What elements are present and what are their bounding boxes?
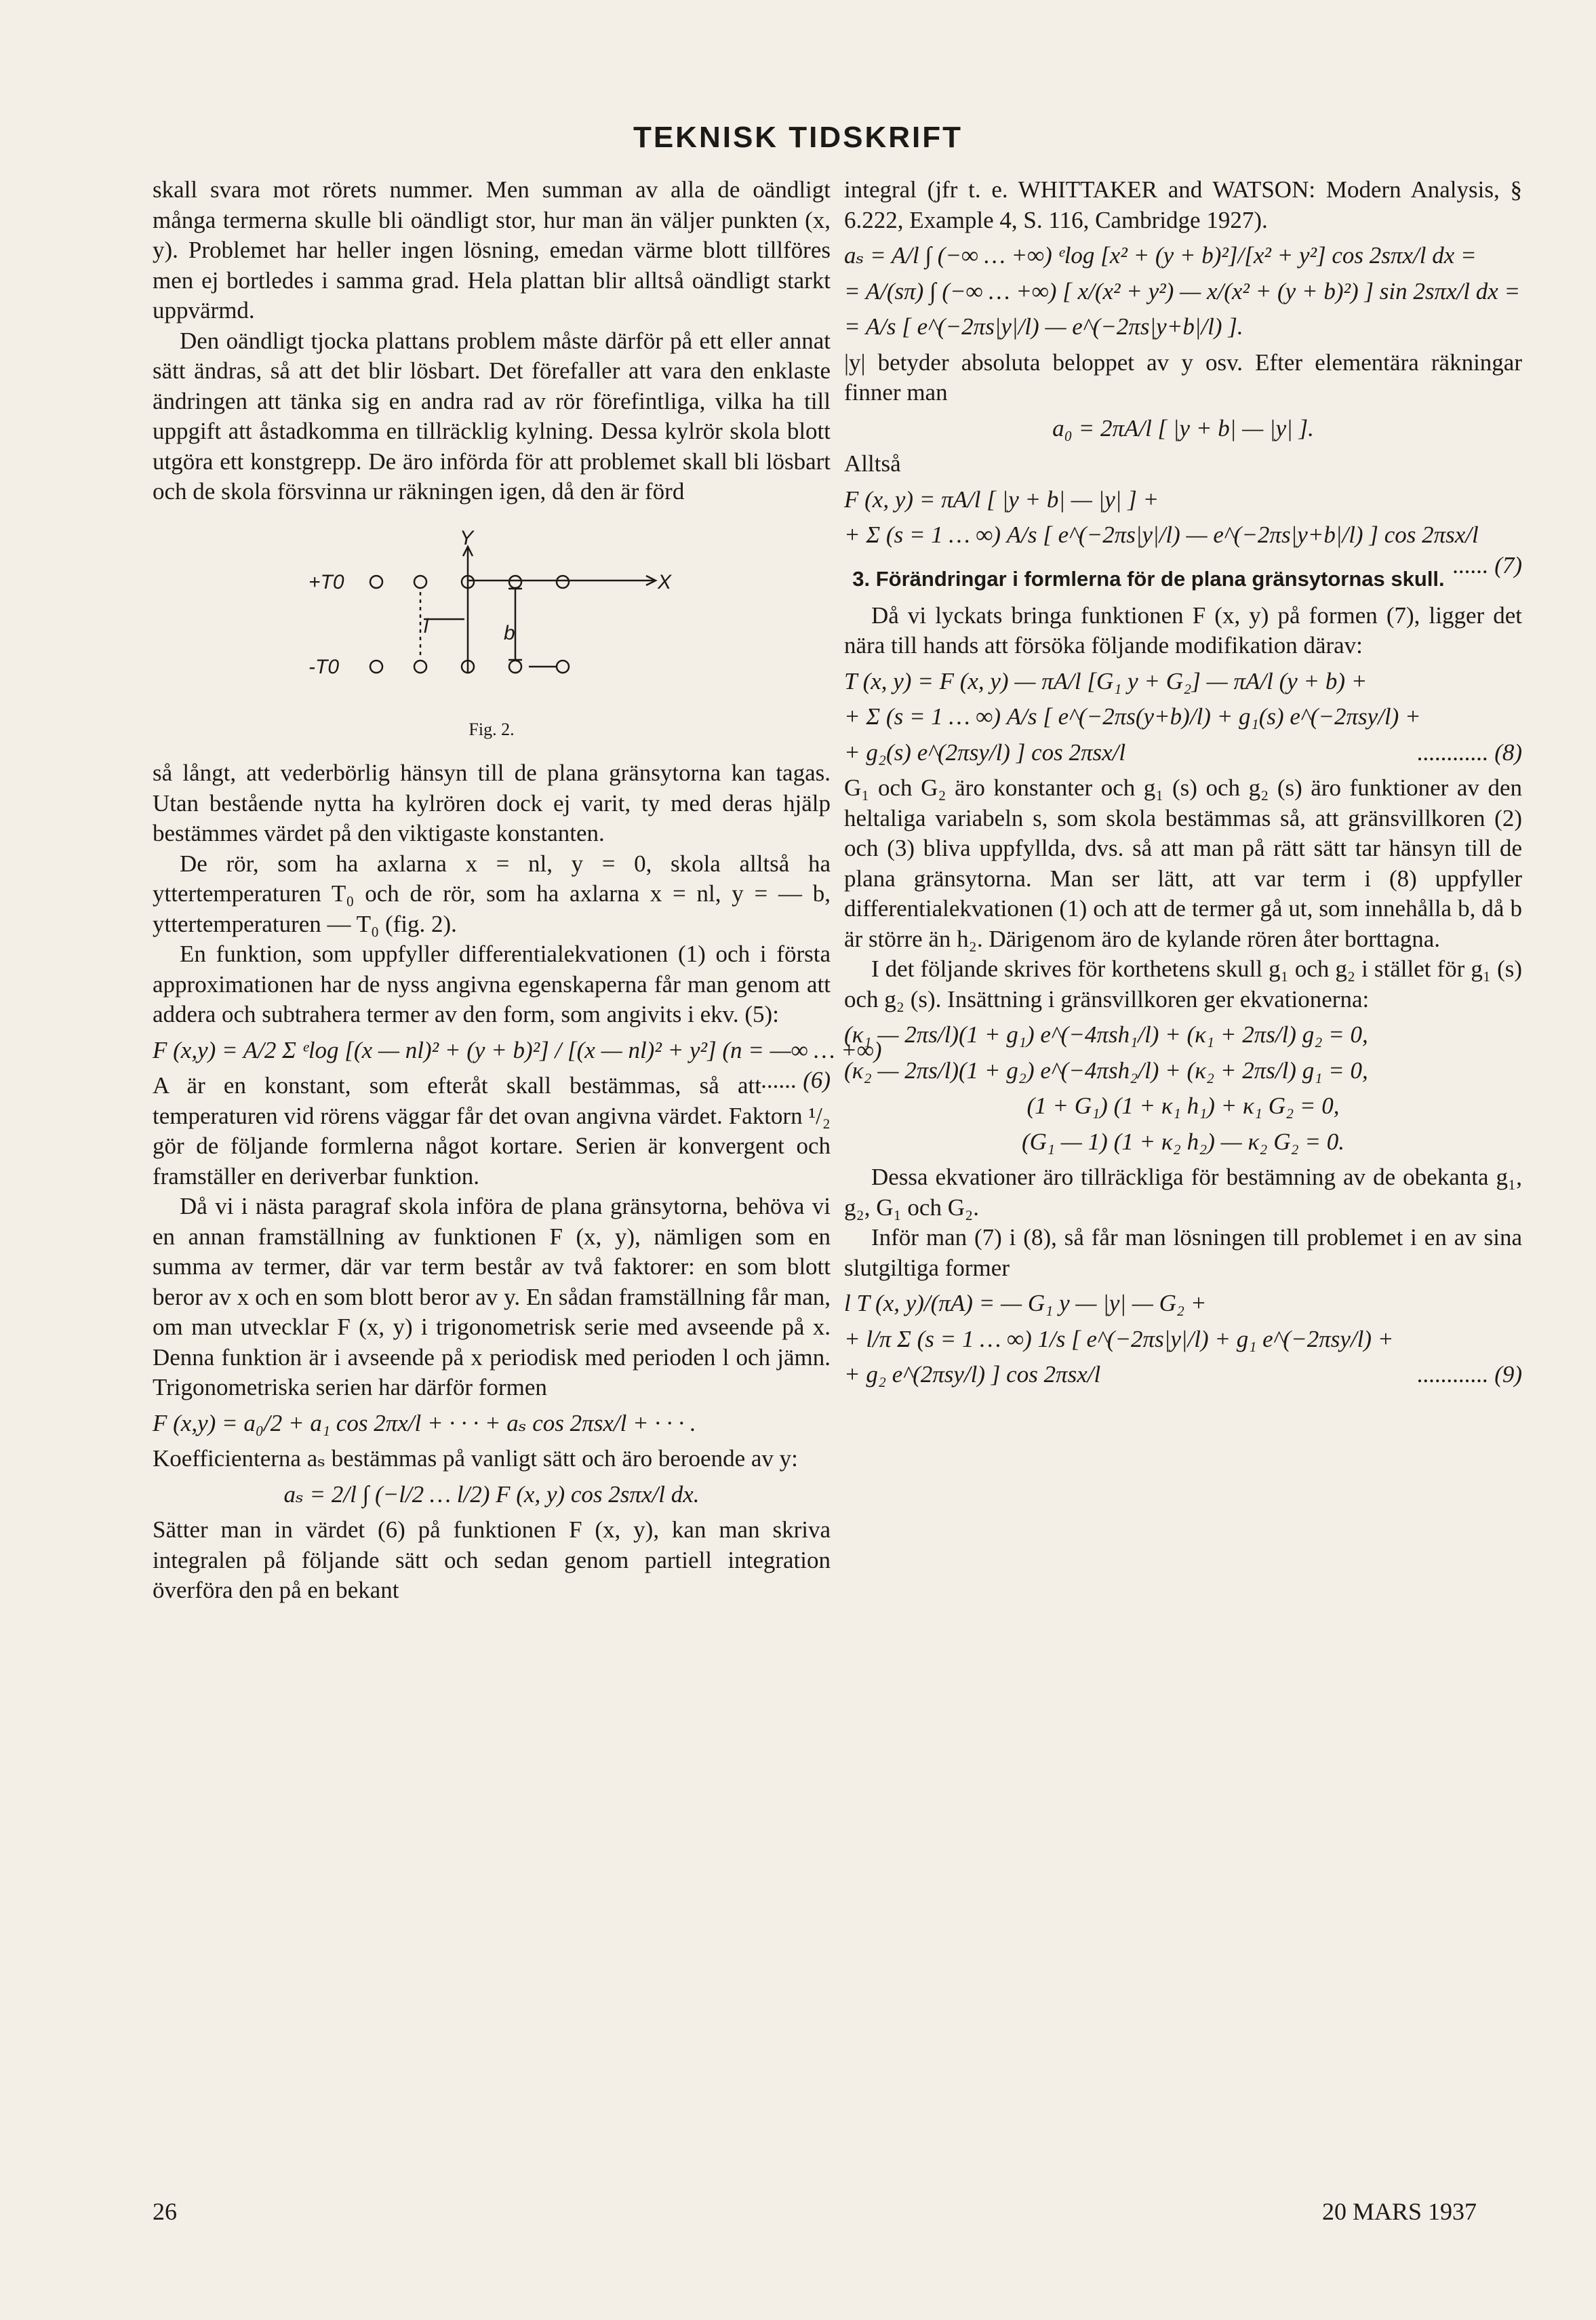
equation-number: ............ (9) [1417, 1361, 1522, 1388]
equation-text: + g₂(s) e^(2πsy/l) ] cos 2πsx/l [844, 739, 1126, 766]
equation-as-1: aₛ = A/l ∫ (−∞ … +∞) ᵉlog [x² + (y + b)²]/[x² + y²] cos 2sπx/l dx = [844, 242, 1477, 269]
equation-series: F (x,y) = a₀/2 + a₁ cos 2πx/l + · · · + aₛ cos 2πsx/l + · · · . [153, 1409, 696, 1436]
right-column [844, 175, 1522, 1396]
equation-text: + Σ (s = 1 … ∞) A/s [ e^(−2πs|y|/l) — e^(−2πs|y+b|/l) ] cos 2πsx/l [844, 522, 1479, 548]
equation-as-2: = A/(sπ) ∫ (−∞ … +∞) [ x/(x² + y²) — x/(x² + (y + b)²) ] sin 2sπx/l dx = [844, 277, 1521, 304]
equation-a0: a₀ = 2πA/l [ |y + b| — |y| ]. [1052, 414, 1314, 441]
equation-coefficients: aₛ = 2/l ∫ (−l/2 … l/2) F (x, y) cos 2sπx/l dx. [283, 1480, 700, 1508]
pipe-diagram [302, 528, 681, 711]
paragraph: Sätter man in värdet (6) på funktionen F (x, y), kan man skriva integralen på följande sätt och sedan genom partiell integration överföra den på en bekant [153, 1516, 831, 1603]
equation-number: ...... (7) [1452, 551, 1522, 578]
equation-7 [844, 520, 1522, 578]
equation-as-3: = A/s [ e^(−2πs|y|/l) — e^(−2πs|y+b|/l) ]. [844, 313, 1243, 340]
paragraph: I det följande skrives för korthetens skull g₁ och g₂ i stället för g₁ (s) och g₂ (s). Insättning i gränsvillkoren ger ekvationerna: [844, 956, 1522, 1012]
paragraph: Då vi i nästa paragraf skola införa de plana gränsytorna, behöva vi en annan framställning av funktionen F (x, y), nämligen som en summa av termer, där var term består av två faktorer: en som blott beror av x och en som blott beror av y. En sådan framställning får man, om man utvecklar F (x, y) i trigonometrisk serie med avseende på x. Denna funktion är i avseende på x periodisk med perioden l och jämn. Trigonometriska serien har därför formen [153, 1193, 831, 1400]
label-minus-t0: -T0 [308, 655, 339, 678]
equation-8 [844, 738, 1522, 768]
paragraph: A är en konstant, som efteråt skall bestämmas, så att temperaturen vid rörens väggar får det ovan angivna värdet. Faktorn ¹/₂ gör de följande formlerna något kortare. Serien är konvergent och framställer en deriverbar funktion. [153, 1072, 831, 1190]
equation-7a: F (x, y) = πA/l [ |y + b| — |y| ] + [844, 486, 1159, 513]
equation-text: + g₂ e^(2πsy/l) ] cos 2πsx/l [844, 1361, 1101, 1388]
paragraph: integral (jfr t. e. WHITTAKER and WATSON: Modern Analysis, § 6.222, Example 4, S. 116, Cambridge 1927). [844, 176, 1522, 233]
paragraph: Inför man (7) i (8), så får man lösningen till problemet i en av sina slutgiltiga former [844, 1224, 1522, 1281]
issue-date: 20 MARS 1937 [1322, 2198, 1477, 2225]
equation-system-4: (G₁ — 1) (1 + κ₂ h₂) — κ₂ G₂ = 0. [1021, 1128, 1345, 1155]
journal-masthead: TEKNISK TIDSKRIFT [633, 121, 963, 154]
equation-system-1: (κ₁ — 2πs/l)(1 + g₁) e^(−4πsh₁/l) + (κ₁ + 2πs/l) g₂ = 0, [844, 1021, 1368, 1048]
equation-8a: T (x, y) = F (x, y) — πA/l [G₁ y + G₂] — πA/l (y + b) + [844, 667, 1368, 694]
page-number: 26 [153, 2198, 177, 2225]
paragraph: Koefficienterna aₛ bestämmas på vanligt sätt och äro beroende av y: [153, 1445, 798, 1472]
paragraph: skall svara mot rörets nummer. Men summan av alla de oändligt många termerna skulle bli oändligt stor, hur man än väljer punkten (x, y). Problemet har heller ingen lösning, emedan värme blott tillföres men ej bortledes i samma grad. Hela plattan blir alltså oändligt starkt uppvärmd. [153, 176, 831, 323]
figure-caption: Fig. 2. [468, 719, 515, 739]
equation-system-3: (1 + G₁) (1 + κ₁ h₁) + κ₁ G₂ = 0, [1026, 1093, 1340, 1119]
section-heading: 3. Förändringar i formlerna för de plana gränsytornas skull. [852, 566, 1445, 591]
paragraph: G₁ och G₂ äro konstanter och g₁ (s) och g₂ (s) äro funktioner av den heltaliga variabeln s, som skola bestämmas så, att gränsvillkoren (2) och (3) bliva uppfyllda, dvs. så att man på rätt sätt tar hänsyn till de plana gränsytorna. Man ser lätt, att var term i (8) uppfyller differentialekvationen (1) och att de termer gå ut, som innehålla b, då b är större än h₂. Därigenom äro de kylande rören åter borttagna. [844, 774, 1522, 952]
equation-6 [153, 1036, 882, 1093]
paragraph: så långt, att vederbörlig hänsyn till de plana gränsytorna kan tagas. Utan bestående nytta ha kylrören dock ej varit, ty med deras hjälp bestämmes värdet på den viktigaste konstanten. [153, 760, 831, 846]
paragraph: Den oändligt tjocka plattans problem måste därför på ett eller annat sätt ändras, så att det blir lösbart. Det förefaller att vara den enklaste ändringen att tänka sig en andra rad av rör förefintliga, vilka ha till uppgift att åstadkomma en tillräcklig kylning. Dessa kylrör skola blott utgöra ett konstgrepp. De äro införda för att problemet skall bli lösbart och de skola försvinna ur räkningen igen, då den är förd [153, 327, 831, 505]
equation-9 [844, 1360, 1522, 1390]
label-plus-t0: +T0 [308, 570, 344, 593]
left-column [153, 175, 882, 1606]
paragraph: En funktion, som uppfyller differentialekvationen (1) och i första approximationen har de nyss angivna egenskaperna får man genom att addera och subtrahera termer av den form, som angivits i ekv. (5): [153, 941, 831, 1027]
equation-text: F (x,y) = A/2 Σ ᵉlog [(x — nl)² + (y + b)²] / [(x — nl)² + y²] (n = —∞ … +∞) [153, 1036, 882, 1063]
paragraph: Dessa ekvationer äro tillräckliga för bestämning av de obekanta g₁, g₂, G₁ och G₂. [844, 1164, 1522, 1221]
equation-number: ...... (6) [761, 1067, 831, 1093]
label-b: b [504, 621, 515, 644]
equation-9a: l T (x, y)/(πA) = — G₁ y — |y| — G₂ + [844, 1290, 1207, 1316]
equation-9b: + l/π Σ (s = 1 … ∞) 1/s [ e^(−2πs|y|/l) + g₁ e^(−2πsy/l) + [844, 1325, 1394, 1352]
equation-number: ............ (8) [1417, 739, 1522, 766]
equation-system-2: (κ₂ — 2πs/l)(1 + g₂) e^(−4πsh₂/l) + (κ₂ + 2πs/l) g₁ = 0, [844, 1057, 1368, 1084]
equation-8b: + Σ (s = 1 … ∞) A/s [ e^(−2πs(y+b)/l) + g₁(s) e^(−2πsy/l) + [844, 703, 1421, 730]
label-x-axis: X [658, 570, 672, 593]
paragraph: |y| betyder absoluta beloppet av y osv. Efter elementära räkningar finner man [844, 349, 1522, 406]
figure-2 [153, 528, 831, 745]
paragraph: De rör, som ha axlarna x = nl, y = 0, skola alltså ha yttertemperaturen T₀ och de rör, som ha axlarna x = nl, y = — b, yttertemperaturen — T₀ (fig. 2). [153, 850, 831, 937]
alltsa-label: Alltså [844, 450, 901, 477]
label-l: l [424, 614, 428, 637]
paragraph: Då vi lyckats bringa funktionen F (x, y) på formen (7), ligger det nära till hands att försöka följande modifikation därav: [844, 602, 1522, 658]
label-y-axis: Y [460, 527, 474, 549]
